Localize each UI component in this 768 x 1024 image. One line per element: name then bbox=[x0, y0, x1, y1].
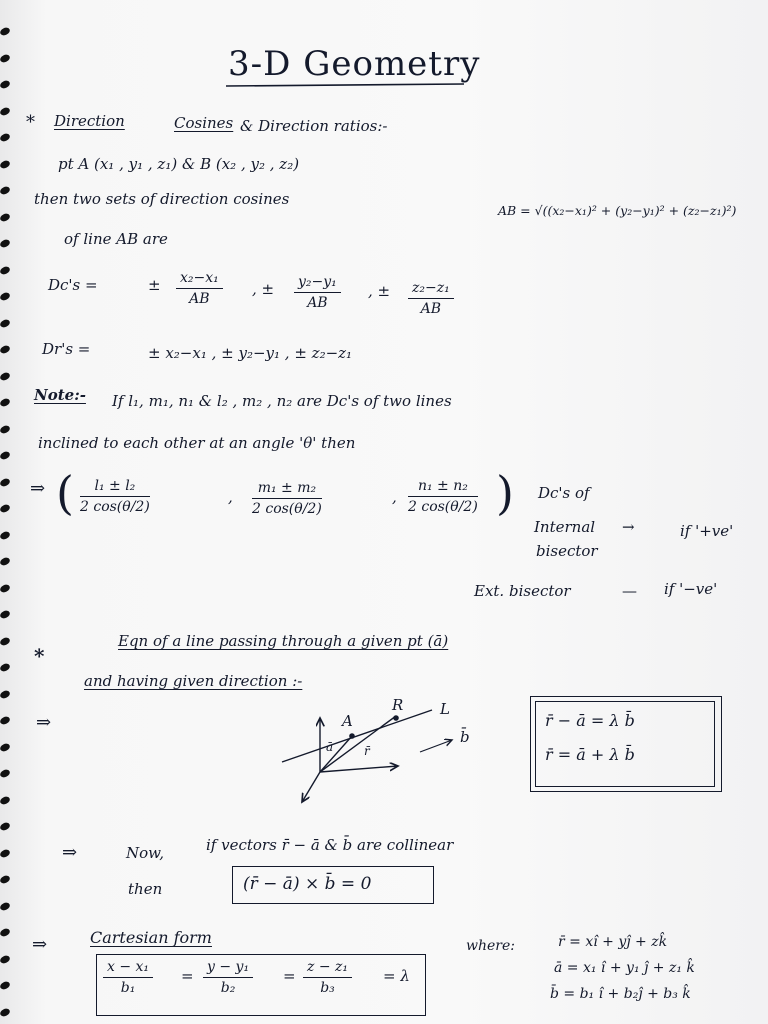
dcs-pm: ± bbox=[148, 276, 161, 294]
bisector-label: bisector bbox=[536, 542, 598, 560]
dcs-z-denominator: AB bbox=[420, 301, 442, 317]
cartesian-y-numerator: y − y₁ bbox=[203, 959, 253, 978]
diagram-label-b: b̄ bbox=[460, 728, 470, 746]
cross-product-equation: (r̄ − ā) × b̄ = 0 bbox=[243, 874, 372, 894]
diagram-label-a: ā bbox=[326, 740, 334, 754]
vector-eq-line-1: r̄ − ā = λ b̄ bbox=[545, 711, 635, 730]
note-implies-arrow: ⇒ bbox=[30, 478, 46, 499]
now-label: Now, bbox=[126, 844, 164, 862]
vector-equation-box bbox=[530, 696, 722, 792]
drs-label: Dr's = bbox=[42, 340, 91, 358]
cartesian-heading: Cartesian form bbox=[90, 928, 212, 947]
internal-label: Internal bbox=[534, 518, 596, 536]
cartesian-fraction-z bbox=[303, 959, 352, 996]
dcs-y-numerator: y₂−y₁ bbox=[294, 274, 341, 293]
b-definition: b̄ = b₁ î + b₂ĵ + b₃ k̂ bbox=[550, 986, 691, 1002]
cartesian-y-denominator: b₂ bbox=[220, 980, 236, 996]
ext-bisector-label: Ext. bisector bbox=[474, 582, 571, 600]
vector-eq-line-2: r̄ = ā + λ b̄ bbox=[545, 745, 635, 764]
where-label: where: bbox=[466, 938, 515, 954]
note-line-2: inclined to each other at an angle 'θ' then bbox=[38, 434, 356, 452]
dcs-x-numerator: x₂−x₁ bbox=[176, 270, 223, 289]
cartesian-lambda: = λ bbox=[383, 967, 410, 985]
ab-distance-formula: AB = √((x₂−x₁)² + (y₂−y₁)² + (z₂−z₁)²) bbox=[498, 203, 737, 218]
heading-cosines: Cosines bbox=[174, 114, 234, 132]
if-positive: if '+ve' bbox=[680, 522, 734, 540]
cartesian-x-numerator: x − x₁ bbox=[103, 959, 153, 978]
page-title: 3-D Geometry bbox=[228, 44, 481, 84]
dcs-label: Dc's = bbox=[48, 276, 98, 294]
dcs-x-denominator: AB bbox=[189, 291, 210, 307]
cartesian-equation-box bbox=[96, 954, 426, 1016]
eqn-line: Eqn of a line passing through a given pt (ā) bbox=[118, 632, 449, 650]
cartesian-fraction-y bbox=[203, 959, 253, 996]
then-label: then bbox=[128, 880, 163, 898]
if-negative: if '−ve' bbox=[664, 580, 718, 598]
collinear-line: if vectors r̄ − ā & b̄ are collinear bbox=[206, 836, 454, 854]
ext-dash: — bbox=[622, 582, 637, 600]
cartesian-z-numerator: z − z₁ bbox=[303, 959, 352, 978]
dcs-sep-1: , ± bbox=[252, 280, 275, 298]
internal-arrow: → bbox=[622, 518, 635, 536]
drs-values: ± x₂−x₁ , ± y₂−y₁ , ± z₂−z₁ bbox=[148, 344, 353, 362]
close-paren: ) bbox=[496, 466, 514, 520]
bisector-m-denominator: 2 cos(θ/2) bbox=[252, 501, 322, 517]
bisector-l-numerator: l₁ ± l₂ bbox=[80, 478, 150, 497]
bisector-n-numerator: n₁ ± n₂ bbox=[408, 478, 478, 497]
diagram-label-R: R bbox=[392, 696, 404, 714]
bullet-star-2: * bbox=[34, 644, 45, 668]
section4-arrow: ⇒ bbox=[32, 934, 48, 955]
cartesian-eq-1: = bbox=[181, 967, 194, 985]
dcs-of-label: Dc's of bbox=[538, 484, 590, 502]
dcs-z-numerator: z₂−z₁ bbox=[408, 280, 454, 299]
diagram-label-r: r̄ bbox=[364, 744, 370, 758]
dcs-sep-2: , ± bbox=[368, 282, 391, 300]
bisector-comma-1: , bbox=[228, 488, 233, 506]
points-line: pt A (x₁ , y₁ , z₁) & B (x₂ , y₂ , z₂) bbox=[58, 155, 300, 173]
diagram-label-A: A bbox=[342, 712, 353, 730]
cartesian-x-denominator: b₁ bbox=[120, 980, 136, 996]
of-line: of line AB are bbox=[64, 230, 168, 248]
bisector-comma-2: , bbox=[392, 488, 397, 506]
bisector-l-denominator: 2 cos(θ/2) bbox=[80, 499, 150, 515]
note-line-1: If l₁, m₁, n₁ & l₂ , m₂ , n₂ are Dc's of two lines bbox=[112, 392, 452, 410]
cartesian-fraction-x bbox=[103, 959, 153, 996]
bisector-m-numerator: m₁ ± m₂ bbox=[252, 480, 322, 499]
section3-arrow: ⇒ bbox=[62, 842, 78, 863]
cartesian-eq-2: = bbox=[283, 967, 296, 985]
heading-ratios: & Direction ratios:- bbox=[240, 117, 388, 135]
and-having-line: and having given direction :- bbox=[84, 672, 303, 690]
note-label: Note:- bbox=[34, 386, 86, 404]
cross-product-box bbox=[232, 866, 434, 904]
open-paren: ( bbox=[56, 466, 74, 520]
diagram-label-L: L bbox=[440, 700, 450, 718]
bisector-n-denominator: 2 cos(θ/2) bbox=[408, 499, 478, 515]
cartesian-z-denominator: b₃ bbox=[320, 980, 335, 996]
r-definition: r̄ = xî + yĵ + zk̂ bbox=[558, 934, 668, 950]
bullet-star: * bbox=[26, 112, 35, 133]
dcs-y-denominator: AB bbox=[307, 295, 328, 311]
a-definition: ā = x₁ î + y₁ ĵ + z₁ k̂ bbox=[554, 960, 695, 976]
section2-arrow: ⇒ bbox=[36, 712, 52, 733]
then-line: then two sets of direction cosines bbox=[34, 190, 290, 208]
heading-direction: Direction bbox=[54, 112, 125, 130]
